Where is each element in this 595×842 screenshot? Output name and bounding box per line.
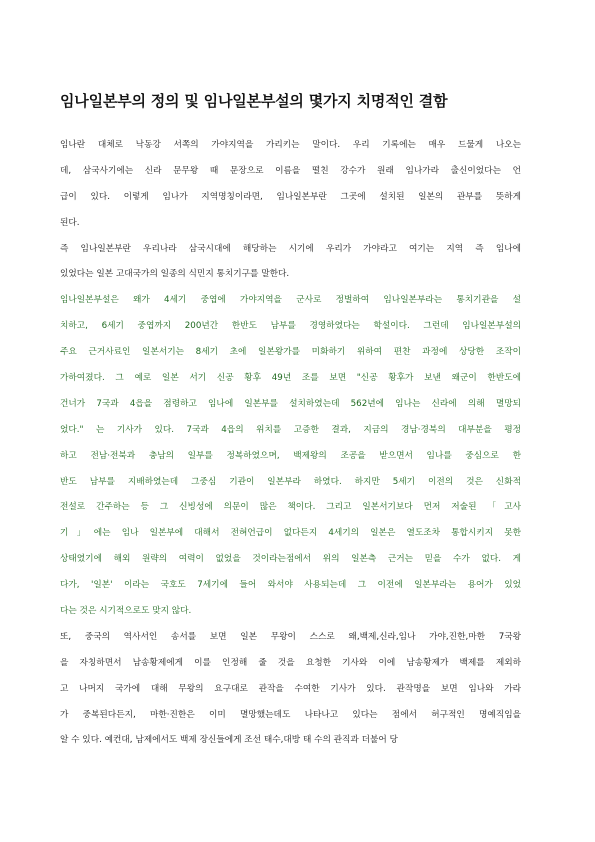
text-line: 즉 임나일본부란 우리나라 삼국시대에 해당하는 시기에 우리가 가야라고 여기는 지역 즉 임나에 [60,243,521,254]
text-line: 을 자칭하면서 남송황제에게 이를 인정해 줄 것을 요청한 기사와 이에 남송황제가 백제를 제외하 [60,657,521,668]
text-line: 알 수 있다. 예컨대, 남제에서도 백제 장신들에게 조선 태수,대방 태 수의 관직과 더불어 당 [60,735,398,746]
text-line: 임나일본부설은 왜가 4세기 중엽에 가야지역을 군사로 정벌하여 임나일본부라는 통치기관을 설 [60,295,521,306]
text-line: 상태였기에 해외 원략의 여력이 없었을 것이라는점에서 위의 일본측 근거는 믿을 수가 없다. 게 [60,554,521,565]
paragraph [60,288,521,625]
text-line: 된다. [60,217,80,228]
text-line: 급이 있다. 이렇게 임나가 지역명칭이라면, 임나일본부란 그곳에 설치된 일본의 관부를 뜻하게 [60,191,521,202]
text-line: 치하고, 6세기 중엽까지 200년간 한반도 남부를 경영하였다는 학설이다. 그런데 임나일본부설의 [60,321,521,332]
paragraph [60,237,521,289]
text-line: 반도 남부를 지배하였는데 그중심 기관이 일본부라 하였다. 하지만 5세기 이전의 것은 신화적 [60,476,521,487]
text-line: 고 나머지 국가에 대해 무왕의 요구대로 관작을 수여한 기사가 있다. 관작명을 보면 임나와 가라 [60,683,521,694]
text-line: 전설로 간주하는 등 그 신빙성에 의문이 많은 책이다. 그리고 일본서기보다 먼저 저술된 「고사 [60,502,521,513]
text-line: 다는 것은 시기적으로도 맞지 않다. [60,606,192,617]
text-line: 가하여졌다. 그 예로 일본 서기 신공 황후 49년 조를 보면 "신공 황후가 보낸 왜군이 한반도에 [60,373,521,384]
document-body [60,133,521,754]
text-line: 가 중복된다든지, 마한·진한은 이미 멸망했는데도 나타나고 있다는 점에서 허구적인 명예직임을 [60,709,521,720]
page-title: 임나일본부의 정의 및 임나일본부설의 몇가지 치명적인 결함 [60,92,448,110]
paragraph [60,133,521,237]
text-line: 있었다는 일본 고대국가의 일종의 식민지 통치기구를 말한다. [60,269,290,280]
text-line: 또, 중국의 역사서인 송서를 보면 일본 무왕이 스스로 왜,백제,신라,임나 가야,진한,마한 7국왕 [60,631,521,642]
text-line: 주요 근거사료인 일본서기는 8세기 초에 일본왕가를 미화하기 위하여 편찬 과정에 상당한 조작이 [60,347,521,358]
text-line: 데, 삼국사기에는 신라 문무왕 때 문장으로 이름을 떨친 강수가 원래 임나가라 출신이었다는 언 [60,165,521,176]
text-line: 기」에는 임나 일본부에 대해서 전혀언급이 없다든지 4세기의 일본은 열도조차 통합시키지 못한 [60,528,521,539]
text-line: 하고 전남·전북과 충남의 일부를 정복하였으며, 백제왕의 조공을 받으면서 임나를 중심으로 한 [60,450,521,461]
text-line: 건너가 7국과 4읍을 점령하고 임나에 일본부를 설치하였는데 562년에 임나는 신라에 의해 멸망되 [60,398,521,409]
text-line: 었다." 는 기사가 있다. 7국과 4읍의 위치를 고증한 결과, 지금의 경남·경북의 대부분을 평정 [60,424,521,435]
text-line: 다가, '일본' 이라는 국호도 7세기에 들어 와서야 사용되는데 그 이전에 일본부라는 용어가 있었 [60,580,521,591]
paragraph [60,625,521,754]
text-line: 임나란 대체로 낙동강 서쪽의 가야지역을 가리키는 말이다. 우리 기록에는 매우 드물게 나오는 [60,140,521,150]
